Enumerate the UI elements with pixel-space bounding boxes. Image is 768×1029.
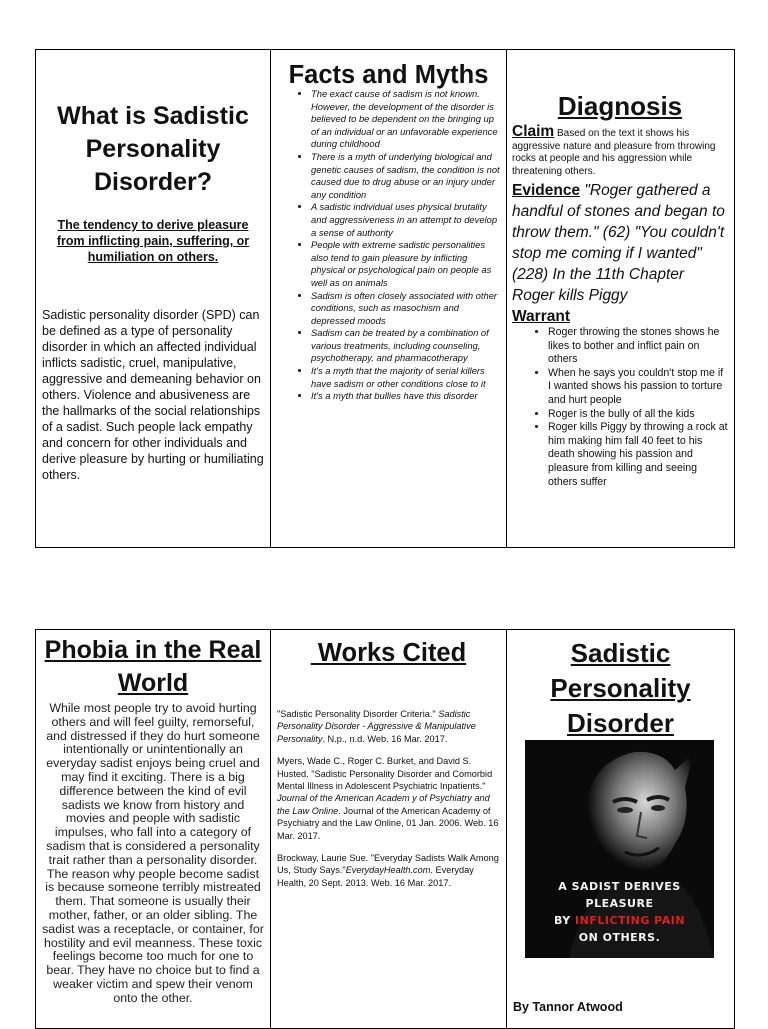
body-text: While most people try to avoid hurting others and will feel guilty, remorseful, and distressed if they do hurt someone intentionally or unintentionally an everyday sadist enjoys being cruel and may find it exciting. There is a big difference between the kind of evil sadists we know from history and movies and people with sadistic impulses, who fall into a category of sadism that is considered a personality trait rather than a personality disorder. The reason why people become sadist is because someone terribly mistreated them. That someone is usually their mother, father, or an older sibling. The sadist was a receptacle, or container, for hostility and evil meanness. These toxic feelings become too much for one to bear. They have no choice but to find a weaker victim and spew their venom onto the other. (42, 701, 264, 1005)
list-item: • It's a myth that bullies have this disorder (311, 390, 500, 403)
panel-title: Facts and Myths (288, 61, 489, 89)
list-item: • There is a myth of underlying biological and genetic causes of sadism, the condition is not caused due to drug abuse or an injury under any condition (311, 151, 500, 201)
panel-works-cited (270, 629, 507, 1029)
citation-text: Myers, Wade C., Roger C. Burket, and David S. Husted. "Sadistic Personality Disorder and Comorbid Mental Illness in Adolescent Psychiatric Inpatients." (277, 756, 493, 792)
claim-section (512, 123, 728, 178)
panel-title: Works Cited (310, 639, 467, 667)
list-item: • Roger throwing the stones shows he likes to bother and inflict pain on others (548, 326, 728, 367)
evidence-text: "Roger gathered a handful of stones and began to throw them." (62) "You couldn't stop me coming if I wanted" (228) In the 11th Chapter Roger kills Piggy (512, 182, 725, 304)
evidence-label: Evidence (512, 182, 581, 199)
citation (277, 852, 500, 889)
panel-what-is-spd (35, 49, 271, 548)
warrant-list (512, 326, 728, 489)
citation (277, 755, 500, 842)
caption-highlight: INFLICTING PAIN (575, 914, 686, 927)
panel-diagnosis (506, 49, 735, 548)
caption-line: A SADIST DERIVES PLEASURE (558, 880, 681, 910)
panel-title: Phobia in the Real World (44, 636, 262, 697)
panel-title: Diagnosis (557, 91, 683, 121)
list-item: • The exact cause of sadism is not known. However, the development of the disorder is believed to be dependent on the bringing up of an individual or an unfavorable experience during childhood (311, 88, 500, 151)
list-item: • Roger kills Piggy by throwing a rock at him making him fall 40 feet to his death showing his passion and pleasure from killing and seeing others suffer (548, 421, 728, 489)
claim-text: Based on the text it shows his aggressive nature and pleasure from throwing rocks at people and his aggression while threatening others. (512, 128, 716, 177)
list-item: • Roger is the bully of all the kids (548, 408, 728, 422)
warrant-label: Warrant (512, 308, 570, 325)
facts-list (277, 88, 500, 403)
citations (277, 708, 500, 889)
citation-text: "Sadistic Personality Disorder Criteria." (277, 709, 439, 719)
citation-text: . Journal of the American Academy of Psychiatry and the Law Online, 01 Jan. 2006. Web. 16 Mar. 2017. (277, 805, 499, 841)
claim-label: Claim (512, 123, 555, 140)
caption-line: ON OTHERS. (578, 931, 661, 944)
list-item: • It's a myth that the majority of serial killers have sadism or other conditions close to it (311, 365, 500, 390)
author-byline: By Tannor Atwood (513, 1000, 623, 1014)
list-item: • People with extreme sadistic personalities also tend to gain pleasure by inflicting physical or psychological pain on people as well as on animals (311, 239, 500, 289)
definition: The tendency to derive pleasure from inflicting pain, suffering, or humiliation on others. (56, 218, 250, 264)
caption-text: BY (553, 914, 576, 927)
citation-text: . Everyday Health, 20 Sept. 2013. Web. 16 Mar. 2017. (277, 865, 474, 888)
list-item: • Sadism can be treated by a combination of various treatments, including counseling, psychotherapy, and pharmacotherapy (311, 327, 500, 365)
list-item: • Sadism is often closely associated with other conditions, such as masochism and depressed moods (311, 290, 500, 328)
caption-line (525, 912, 714, 929)
poster-image (525, 740, 714, 958)
list-item: • A sadistic individual uses physical brutality and aggressiveness in an attempt to develop a sense of authority (311, 201, 500, 239)
panel-title: Sadistic Personality Disorder (550, 638, 691, 738)
citation-text: Brockway, Laurie Sue. "Everyday Sadists Walk Among Us, Study Says." (277, 853, 499, 876)
citation-text: . N.p., n.d. Web. 16 Mar. 2017. (322, 733, 448, 744)
poster-caption (525, 878, 714, 946)
citation-source: EverydayHealth.com (345, 865, 431, 876)
panel-facts-myths (270, 49, 507, 548)
list-item: • When he says you couldn't stop me if I wanted shows his passion to torture and hurt people (548, 367, 728, 408)
panel-title: What is Sadistic Personality Disorder? (57, 102, 249, 196)
citation (277, 708, 500, 745)
evidence-section (512, 180, 728, 306)
body-text: Sadistic personality disorder (SPD) can be defined as a type of personality disorder in which an affected individual inflicts sadistic, cruel, manipulative, aggressive and demeaning behavior on others. Violence and abusiveness are the hallmarks of the social relationships of a sadist. Such people lack empathy and concern for other individuals and derive pleasure by hurting or humiliating others. (42, 308, 264, 482)
citation-source: Sadistic Personality Disorder - Aggressive & Manipulative Personality (277, 709, 476, 744)
panel-phobia (35, 629, 271, 1029)
citation-source: Journal of the American Academ y of Psychiatry and the Law Online (277, 793, 490, 816)
